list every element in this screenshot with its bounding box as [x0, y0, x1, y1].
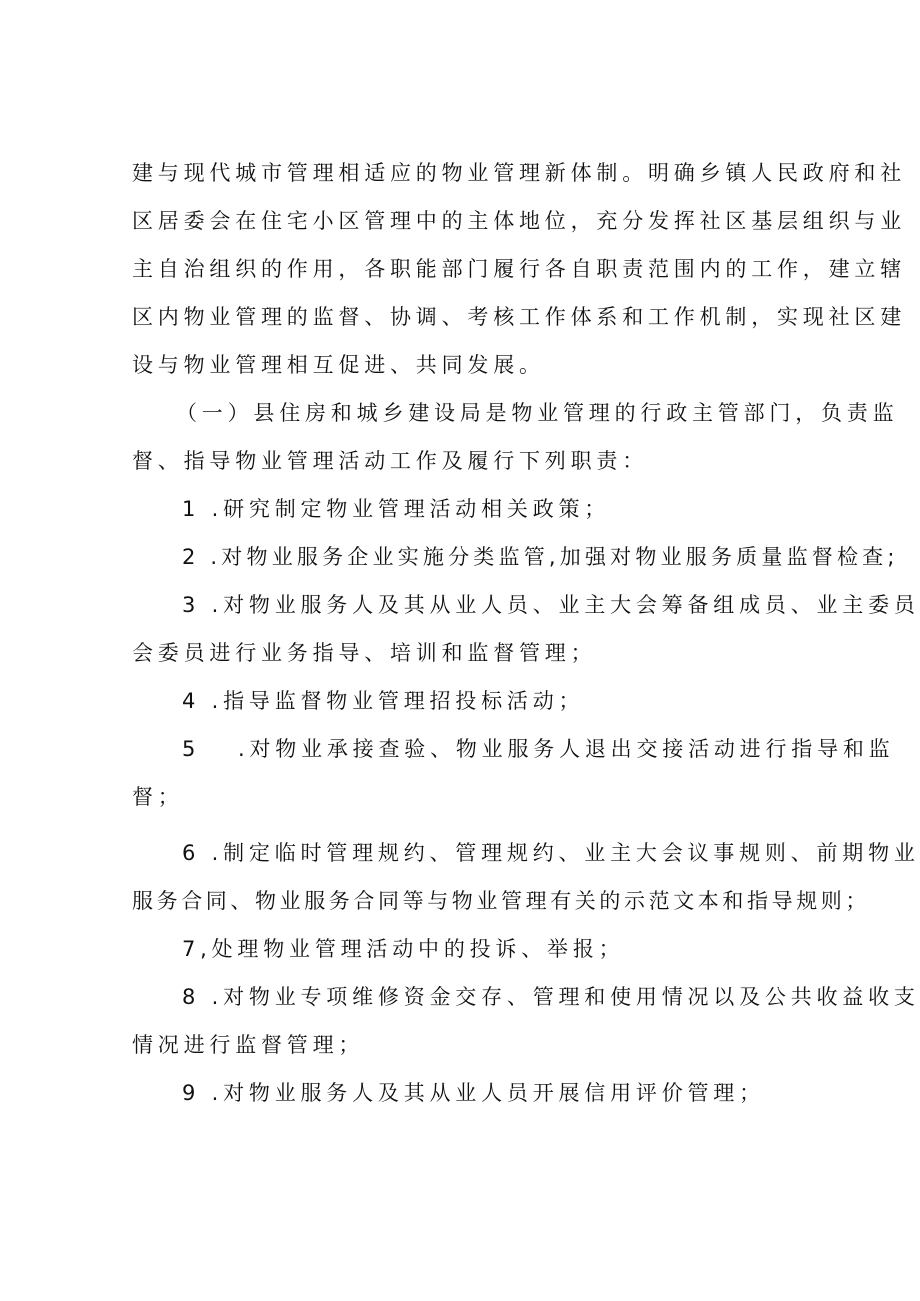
intro-line-4: 区内物业管理的监督、协调、考核工作体系和工作机制，实现社区建: [132, 305, 906, 329]
item-8-line-2: 情况进行监督管理；: [132, 1033, 365, 1057]
item-5-number: 5: [182, 737, 201, 761]
item-5-line-2: 督；: [132, 785, 184, 809]
item-6-line-1: 6 .制定临时管理规约、管理规约、业主大会议事规则、前期物业: [182, 841, 920, 865]
intro-line-2: 区居委会在住宅小区管理中的主体地位，充分发挥社区基层组织与业: [132, 209, 906, 233]
item-4-line: 4 .指导监督物业管理招投标活动；: [182, 689, 585, 713]
section-1-line-2: 督、指导物业管理活动工作及履行下列职责：: [132, 449, 648, 473]
item-3-line-1: 3 .对物业服务人及其从业人员、业主大会筹备组成员、业主委员: [182, 593, 920, 617]
item-1-line: 1 .研究制定物业管理活动相关政策；: [182, 497, 611, 521]
item-7-line: 7,处理物业管理活动中的投诉、举报；: [182, 937, 625, 961]
item-6-line-2: 服务合同、物业服务合同等与物业管理有关的示范文本和指导规则；: [132, 889, 870, 913]
intro-line-1: 建与现代城市管理相适应的物业管理新体制。明确乡镇人民政府和社: [132, 161, 906, 185]
item-9-line: 9 .对物业服务人及其从业人员开展信用评价管理；: [182, 1081, 765, 1105]
item-3-line-2: 会委员进行业务指导、培训和监督管理；: [132, 641, 597, 665]
item-5-line-1: [182, 736, 894, 762]
intro-line-5: 设与物业管理相互促进、共同发展。: [132, 353, 545, 377]
intro-line-3: 主自治组织的作用，各职能部门履行各自职责范围内的工作，建立辖: [132, 257, 906, 281]
item-8-line-1: 8 .对物业专项维修资金交存、管理和使用情况以及公共收益收支: [182, 985, 920, 1009]
section-1-line-1: （一）县住房和城乡建设局是物业管理的行政主管部门，负责监: [176, 401, 899, 425]
item-5-text: .对物业承接查验、物业服务人退出交接活动进行指导和监: [238, 737, 895, 761]
item-2-line: 2 .对物业服务企业实施分类监管,加强对物业服务质量监督检查;: [182, 545, 899, 569]
